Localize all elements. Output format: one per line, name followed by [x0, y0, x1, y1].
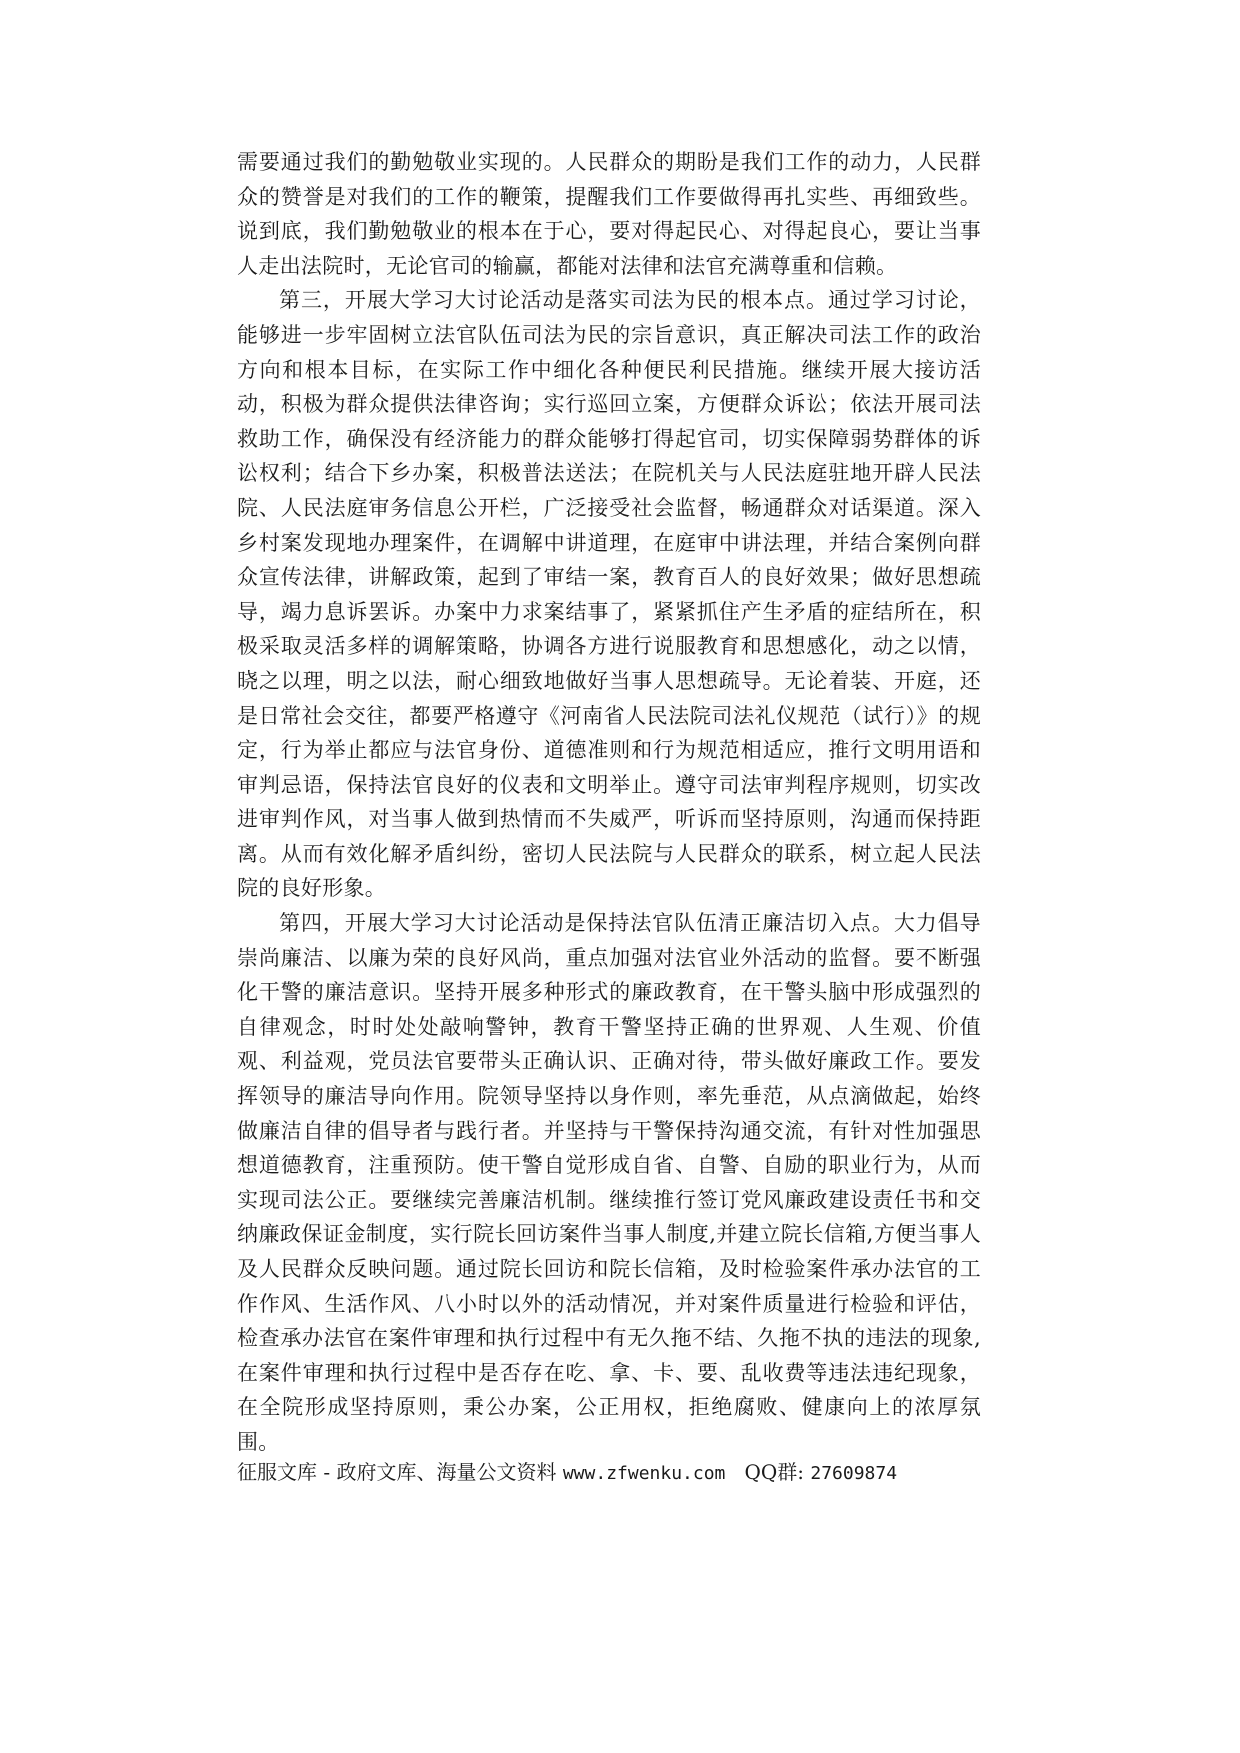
paragraph-2: 第三，开展大学习大讨论活动是落实司法为民的根本点。通过学习讨论，能够进一步牢固树立法官队伍司法为民的宗旨意识，真正解决司法工作的政治方向和根本目标，在实际工作中细化各种便民利民措施。继续开展大接访活动，积极为群众提供法律咨询；实行巡回立案，方便群众诉讼；依法开展司法救助工作，确保没有经济能力的群众能够打得起官司，切实保障弱势群体的诉讼权利；结合下乡办案，积极普法送法；在院机关与人民法庭驻地开辟人民法院、人民法庭审务信息公开栏，广泛接受社会监督，畅通群众对话渠道。深入乡村案发现地办理案件，在调解中讲道理，在庭审中讲法理，并结合案例向群众宣传法律，讲解政策，起到了审结一案，教育百人的良好效果；做好思想疏导，竭力息诉罢诉。办案中力求案结事了，紧紧抓住产生矛盾的症结所在，积极采取灵活多样的调解策略，协调各方进行说服教育和思想感化，动之以情，晓之以理，明之以法，耐心细致地做好当事人思想疏导。无论着装、开庭，还是日常社会交往，都要严格遵守《河南省人民法院司法礼仪规范（试行）》的规定，行为举止都应与法官身份、道德准则和行为规范相适应，推行文明用语和审判忌语，保持法官良好的仪表和文明举止。遵守司法审判程序规则，切实改进审判作风，对当事人做到热情而不失威严，听诉而坚持原则，沟通而保持距离。从而有效化解矛盾纠纷，密切人民法院与人民群众的联系，树立起人民法院的良好形象。 [237, 288, 981, 901]
footer-qq-number: 27609874 [810, 1463, 898, 1484]
paragraph-1: 需要通过我们的勤勉敬业实现的。人民群众的期盼是我们工作的动力，人民群众的赞誉是对我们的工作的鞭策，提醒我们工作要做得再扎实些、再细致些。说到底，我们勤勉敬业的根本在于心，要对得起民心、对得起良心，要让当事人走出法院时，无论官司的输赢，都能对法律和法官充满尊重和信赖。 [237, 150, 981, 278]
footer-url-link[interactable]: www.zfwenku.com [562, 1463, 726, 1484]
paragraph-3: 第四，开展大学习大讨论活动是保持法官队伍清正廉洁切入点。大力倡导崇尚廉洁、以廉为荣的良好风尚，重点加强对法官业外活动的监督。要不断强化干警的廉洁意识。坚持开展多种形式的廉政教育，在干警头脑中形成强烈的自律观念，时时处处敲响警钟，教育干警坚持正确的世界观、人生观、价值观、利益观，党员法官要带头正确认识、正确对待，带头做好廉政工作。要发挥领导的廉洁导向作用。院领导坚持以身作则，率先垂范，从点滴做起，始终做廉洁自律的倡导者与践行者。并坚持与干警保持沟通交流，有针对性加强思想道德教育，注重预防。使干警自觉形成自省、自警、自励的职业行为，从而实现司法公正。要继续完善廉洁机制。继续推行签订党风廉政建设责任书和交纳廉政保证金制度，实行院长回访案件当事人制度,并建立院长信箱,方便当事人及人民群众反映问题。通过院长回访和院长信箱，及时检验案件承办法官的工作作风、生活作风、八小时以外的活动情况，并对案件质量进行检验和评估，检查承办法官在案件审理和执行过程中有无久拖不结、久拖不执的违法的现象,在案件审理和执行过程中是否存在吃、拿、卡、要、乱收费等违法违纪现象，在全院形成坚持原则，秉公办案，公正用权，拒绝腐败、健康向上的浓厚氛围。 [237, 911, 981, 1454]
footer-qq-label: QQ群: [744, 1460, 805, 1484]
footer-label: 征服文库 - 政府文库、海量公文资料 [237, 1460, 557, 1484]
page-footer [237, 1458, 897, 1488]
document-body [237, 145, 981, 1460]
